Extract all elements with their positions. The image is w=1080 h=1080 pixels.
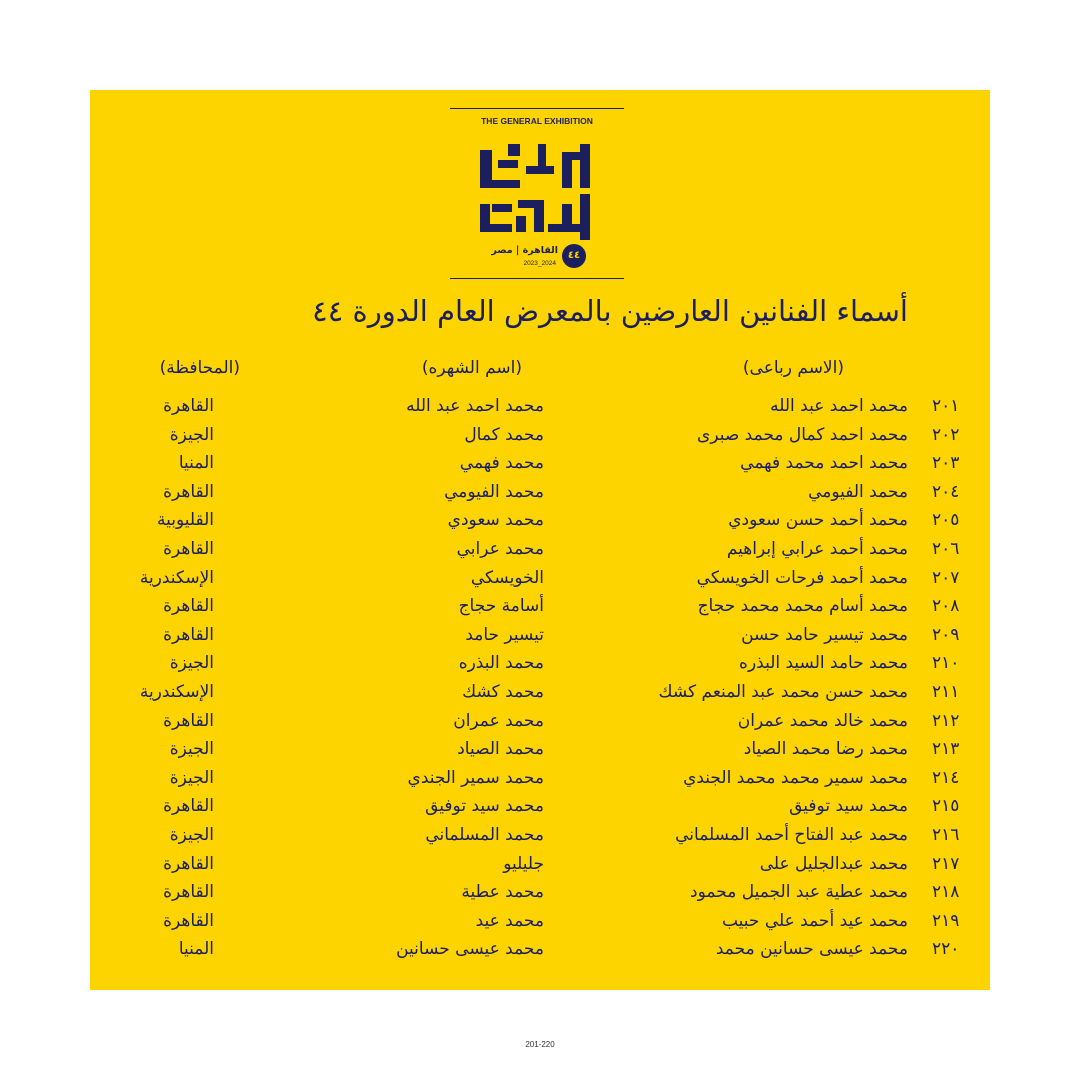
row-number: ٢٠٤ <box>932 481 960 502</box>
fame-name: محمد فهمي <box>459 453 544 474</box>
fame-name: محمد سمير الجندي <box>407 767 544 788</box>
governorate: القاهرة <box>163 481 214 502</box>
governorate: القاهرة <box>163 538 214 559</box>
list-item <box>90 792 990 821</box>
row-number: ٢٠٨ <box>932 596 960 617</box>
full-name: محمد خالد محمد عمران <box>737 710 908 731</box>
governorate: القاهرة <box>163 882 214 903</box>
fame-name: محمد احمد عبد الله <box>406 396 544 416</box>
list-item <box>90 621 990 650</box>
row-number: ٢٠٦ <box>932 538 960 559</box>
full-name: محمد عيسى حسانين محمد <box>715 939 908 960</box>
full-name: محمد حامد السيد البذره <box>739 653 908 674</box>
row-number: ٢٠٥ <box>932 510 960 531</box>
governorate: القاهرة <box>163 624 214 645</box>
fame-name: محمد كشك <box>462 681 544 702</box>
row-number: ٢٠٩ <box>932 624 960 645</box>
fame-name: محمد عيد <box>475 910 544 931</box>
header-governorate: (المحافظة) <box>159 358 240 378</box>
governorate: الجيزة <box>169 824 214 845</box>
list-item <box>90 878 990 907</box>
list-item <box>90 564 990 593</box>
row-number: ٢١٣ <box>932 739 960 760</box>
logo-city: القاهرة | مصر <box>491 245 558 256</box>
list-item <box>90 850 990 879</box>
logo-top-rule <box>450 108 624 109</box>
row-number: ٢٠٢ <box>932 424 960 445</box>
full-name: محمد أحمد عرابي إبراهيم <box>726 538 908 559</box>
fame-name: محمد الفيومي <box>444 481 544 502</box>
full-name: محمد حسن محمد عبد المنعم كشك <box>658 681 908 702</box>
fame-name: محمد عمران <box>453 710 544 731</box>
full-name: محمد أسام محمد محمد حجاج <box>697 596 908 617</box>
list-item <box>90 821 990 850</box>
fame-name: جليليو <box>503 853 544 874</box>
artists-list <box>90 392 990 964</box>
list-item <box>90 392 990 421</box>
list-item <box>90 449 990 478</box>
logo-calligraphy-mark <box>478 142 596 242</box>
fame-name: محمد البذره <box>458 653 544 674</box>
logo-english-title: THE GENERAL EXHIBITION <box>481 116 593 126</box>
governorate: القاهرة <box>163 396 214 416</box>
row-number: ٢٠١ <box>932 396 960 416</box>
fame-name: محمد كمال <box>464 424 544 445</box>
full-name: محمد احمد عبد الله <box>770 396 908 416</box>
row-number: ٢١٧ <box>932 853 960 874</box>
list-item <box>90 907 990 936</box>
yellow-panel <box>90 90 990 990</box>
full-name: محمد عبدالجليل على <box>759 853 908 874</box>
fame-name: أسامة حجاج <box>458 596 544 617</box>
full-name: محمد تيسير حامد حسن <box>741 624 908 645</box>
column-headers <box>90 358 990 386</box>
full-name: محمد سمير محمد محمد الجندي <box>683 767 908 788</box>
governorate: الجيزة <box>169 653 214 674</box>
governorate: الجيزة <box>169 767 214 788</box>
full-name: محمد احمد كمال محمد صبرى <box>697 424 908 445</box>
fame-name: تيسير حامد <box>465 624 544 645</box>
row-number: ٢١٥ <box>932 796 960 817</box>
full-name: محمد عيد أحمد علي حبيب <box>721 910 908 931</box>
edition-badge: ٤٤ <box>562 244 586 268</box>
full-name: محمد احمد محمد فهمي <box>740 453 908 474</box>
row-number: ٢١٩ <box>932 910 960 931</box>
governorate: الإسكندرية <box>139 681 214 702</box>
list-item <box>90 735 990 764</box>
fame-name: محمد الصياد <box>457 739 544 760</box>
governorate: المنيا <box>178 939 214 960</box>
row-number: ٢١٢ <box>932 710 960 731</box>
exhibition-logo <box>450 108 624 278</box>
fame-name: محمد سيد توفيق <box>425 796 544 817</box>
list-item <box>90 592 990 621</box>
row-number: ٢١١ <box>932 681 960 702</box>
list-item <box>90 678 990 707</box>
fame-name: محمد عيسى حسانين <box>396 939 544 960</box>
page-range-footer: 201-220 <box>525 1040 555 1049</box>
governorate: الجيزة <box>169 739 214 760</box>
fame-name: محمد عرابي <box>456 538 544 559</box>
logo-bottom-rule <box>450 278 624 279</box>
header-full-name: (الاسم رباعى) <box>742 358 844 378</box>
full-name: محمد أحمد فرحات الخويسكي <box>696 567 908 588</box>
full-name: محمد أحمد حسن سعودي <box>728 510 908 531</box>
row-number: ٢٠٣ <box>932 453 960 474</box>
fame-name: محمد سعودي <box>447 510 544 531</box>
page-title: أسماء الفنانين العارضين بالمعرض العام الدورة ٤٤ <box>312 294 908 328</box>
governorate: القاهرة <box>163 596 214 617</box>
governorate: القاهرة <box>163 710 214 731</box>
row-number: ٢١٠ <box>932 653 960 674</box>
governorate: القليوبية <box>156 510 214 531</box>
list-item <box>90 935 990 964</box>
list-item <box>90 478 990 507</box>
fame-name: محمد عطية <box>461 882 544 903</box>
governorate: القاهرة <box>163 853 214 874</box>
fame-name: الخويسكي <box>470 567 544 588</box>
full-name: محمد سيد توفيق <box>789 796 908 817</box>
governorate: الجيزة <box>169 424 214 445</box>
list-item <box>90 421 990 450</box>
row-number: ٢٠٧ <box>932 567 960 588</box>
logo-years: 2023_2024 <box>523 260 556 267</box>
list-item <box>90 535 990 564</box>
governorate: القاهرة <box>163 910 214 931</box>
row-number: ٢١٦ <box>932 824 960 845</box>
list-item <box>90 649 990 678</box>
list-item <box>90 707 990 736</box>
governorate: المنيا <box>178 453 214 474</box>
full-name: محمد رضا محمد الصياد <box>743 739 908 760</box>
full-name: محمد عبد الفتاح أحمد المسلماني <box>675 824 908 845</box>
row-number: ٢١٤ <box>932 767 960 788</box>
header-fame-name: (اسم الشهره) <box>421 358 522 378</box>
list-item <box>90 764 990 793</box>
full-name: محمد عطية عبد الجميل محمود <box>690 882 908 903</box>
governorate: الإسكندرية <box>139 567 214 588</box>
governorate: القاهرة <box>163 796 214 817</box>
row-number: ٢٢٠ <box>932 939 960 960</box>
row-number: ٢١٨ <box>932 882 960 903</box>
list-item <box>90 506 990 535</box>
fame-name: محمد المسلماني <box>425 824 544 845</box>
full-name: محمد الفيومي <box>808 481 908 502</box>
